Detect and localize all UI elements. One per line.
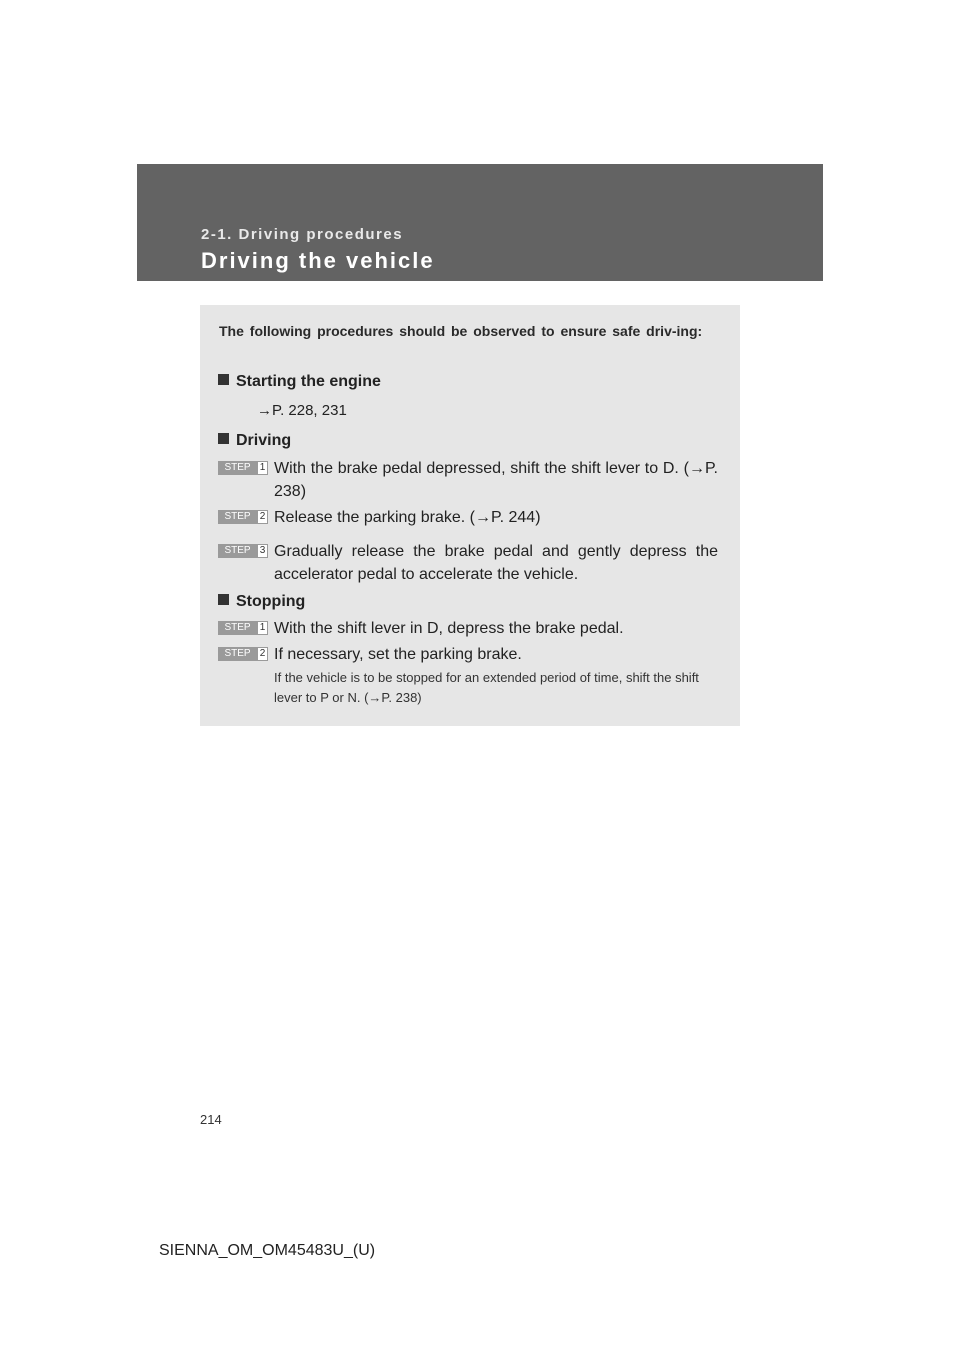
step-badge: STEP 2 bbox=[218, 647, 270, 661]
square-bullet-icon bbox=[218, 594, 229, 605]
intro-text: The following procedures should be observed to ensure safe driv-ing: bbox=[219, 323, 703, 339]
step-badge: STEP 2 bbox=[218, 510, 270, 524]
square-bullet-icon bbox=[218, 374, 229, 385]
procedure-panel bbox=[200, 305, 740, 726]
page-reference: →P. 228, 231 bbox=[257, 402, 347, 419]
square-bullet-icon bbox=[218, 433, 229, 444]
section-label: 2-1. Driving procedures bbox=[201, 226, 404, 243]
step-text: If necessary, set the parking brake. bbox=[274, 646, 522, 663]
heading-starting-engine: Starting the engine bbox=[218, 373, 381, 391]
page-number: 214 bbox=[200, 1112, 222, 1127]
step-text: With the brake pedal depressed, shift the shift lever to D. (→P. 238) bbox=[274, 460, 718, 500]
page-title: Driving the vehicle bbox=[201, 248, 435, 273]
document-id: SIENNA_OM_OM45483U_(U) bbox=[159, 1242, 376, 1259]
step-badge: STEP 1 bbox=[218, 461, 270, 475]
step-badge: STEP 1 bbox=[218, 621, 270, 635]
step-badge: STEP 3 bbox=[218, 544, 270, 558]
chapter-header bbox=[137, 164, 823, 281]
step-text: Gradually release the brake pedal and gently depress the accelerator pedal to accelerate the vehicle. bbox=[274, 543, 718, 583]
step-text: Release the parking brake. (→P. 244) bbox=[274, 509, 541, 526]
heading-driving: Driving bbox=[218, 432, 291, 450]
stopping-note: If the vehicle is to be stopped for an extended period of time, shift the shift lever to P or N. (→P. 238) bbox=[274, 670, 699, 705]
heading-stopping: Stopping bbox=[218, 593, 305, 611]
step-text: With the shift lever in D, depress the brake pedal. bbox=[274, 620, 624, 637]
